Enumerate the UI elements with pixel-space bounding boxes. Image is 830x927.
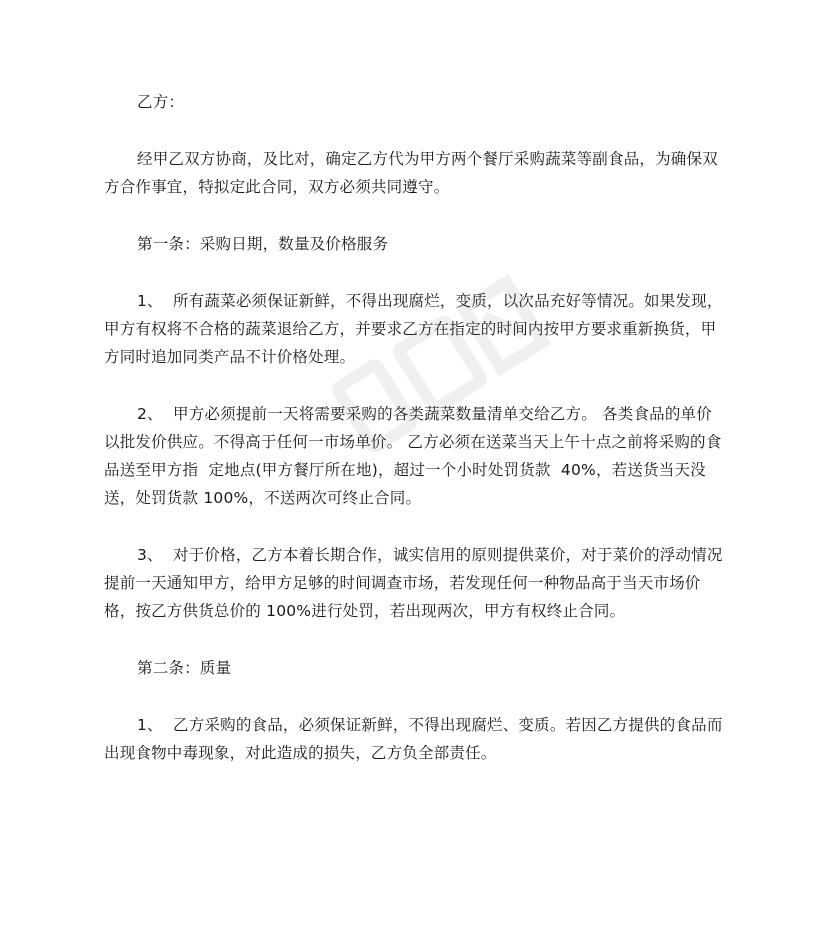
article-1-clause-2: 2、 甲方必须提前一天将需要采购的各类蔬菜数量清单交给乙方。 各类食品的单价以批发价供应。不得高于任何一市场单价。 乙方必须在送菜当天上午十点之前将采购的食品送至甲方指 定地点(甲方餐厅所在地)，超过一个小时处罚货款 40%，若送货当天没送，处罚货款 100%，不送两次可终止合同。: [104, 405, 722, 507]
article-2-heading: 第二条：质量: [137, 659, 232, 677]
article-2-clause-1: 1、 乙方采购的食品，必须保证新鲜，不得出现腐烂、变质。若因乙方提供的食品而出现食物中毒现象，对此造成的损失，乙方负全部责任。: [104, 716, 723, 762]
party-b-label: 乙方：: [137, 93, 185, 111]
article-1-heading: 第一条：采购日期，数量及价格服务: [137, 235, 389, 253]
article-1-clause-3: 3、 对于价格，乙方本着长期合作，诚实信用的原则提供菜价，对于菜价的浮动情况提前一天通知甲方，给甲方足够的时间调查市场，若发现任何一种物品高于当天市场价格，按乙方供货总价的 100%进行处罚，若出现两次，甲方有权终止合同。: [104, 546, 723, 620]
article-1-clause-1: 1、 所有蔬菜必须保证新鲜，不得出现腐烂，变质，以次品充好等情况。如果发现，甲方有权将不合格的蔬菜退给乙方，并要求乙方在指定的时间内按甲方要求重新换货，甲方同时追加同类产品不计价格处理。: [104, 292, 723, 366]
preamble-paragraph: 经甲乙双方协商，及比对，确定乙方代为甲方两个餐厅采购蔬菜等副食品，为确保双方合作事宜，特拟定此合同，双方必须共同遵守。: [104, 150, 718, 196]
